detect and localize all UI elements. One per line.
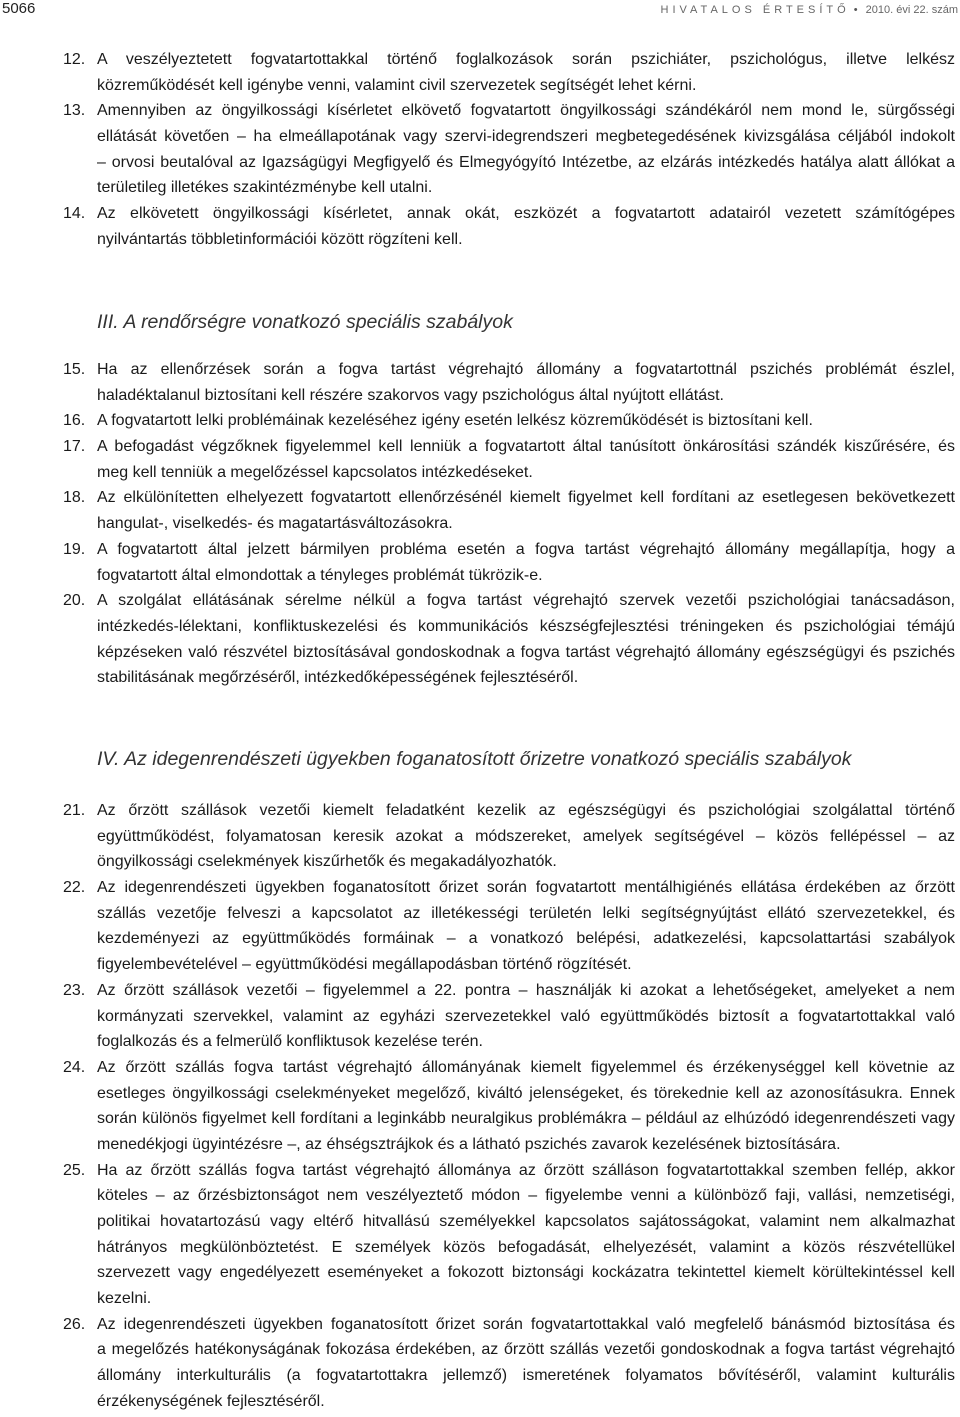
point-text-line: intézkedés-lélektani, konfliktuskezelési és kommunikációs készségfejlesztési tréningeken és pszichológiai témájú	[97, 617, 955, 635]
point-text-line: menedékjogi ügyintézésre –, az éhségsztrájkok és a látható pszichés zavarok kezelésének biztosítására.	[97, 1135, 841, 1153]
point-26	[0, 1312, 960, 1415]
point-text-line: Ha az őrzött szállás fogva tartást végrehajtó állománya az őrzött szálláson fogvatartottakkal szemben fellép, akkor	[97, 1161, 955, 1179]
point-number: 19.	[63, 540, 86, 558]
point-number: 17.	[63, 438, 86, 456]
point-21	[0, 798, 960, 875]
point-text-line: – orvosi beutalóval az Igazságügyi Megfigyelő és Elmegyógyító Intézetbe, az elzárás intézkedés hatálya alatt állókat a	[97, 153, 955, 171]
point-text-line: során különös figyelmet kell fordítani a leginkább neuralgikus problémákra – például az elhúzódó idegenrendészeti vagy	[97, 1110, 955, 1128]
point-number: 15.	[63, 361, 86, 378]
section-heading: III. A rendőrségre vonatkozó speciális szabályok	[97, 311, 513, 333]
point-text-line: érzékenységének fejlesztéséről.	[97, 1392, 325, 1410]
point-number: 23.	[63, 981, 86, 999]
point-text-line: A veszélyeztetett fogvatartottakkal történő foglalkozások során pszichiáter, pszichológus, illetve lelkész	[97, 51, 955, 68]
point-22	[0, 875, 960, 978]
point-15	[0, 357, 960, 408]
point-text-line: Az idegenrendészeti ügyekben foganatosított őrizet során fogvatartottakkal való megfelelő bánásmód biztosítása és	[97, 1315, 955, 1333]
point-text-line: hangulat-, viselkedés- és magatartásváltozásokra.	[97, 515, 453, 533]
point-text-line: együttműködést, folyamatosan keresik azokat a módszereket, amelyek segítségével – közös fellépéssel – az	[97, 827, 955, 845]
point-text-line: A szolgálat ellátásának sérelme nélkül a fogva tartást végrehajtó szervek vezetői pszichológiai tanácsadáson,	[97, 592, 955, 610]
point-text-line: haladéktalanul biztosítani kell részére szakorvos vagy pszichológus által nyújtott ellátást.	[97, 386, 724, 404]
point-20	[0, 588, 960, 691]
point-text-line: közreműködését kell igénybe venni, valamint civil szervezetek segítségét lehet kérni.	[97, 76, 697, 94]
point-number: 13.	[63, 102, 86, 120]
point-text-line: a megelőzés hatékonyságának fokozása érdekében, az őrzött szállás vezetői gondoskodnak a fogva tartást végrehajtó	[97, 1341, 955, 1359]
section-points	[0, 798, 960, 1415]
point-number: 24.	[63, 1058, 86, 1076]
point-number: 16.	[63, 412, 86, 430]
point-text-line: nyilvántartás többletinformációi között rögzíteni kell.	[97, 230, 463, 248]
point-text-line: Az őrzött szállások vezetői – figyelemmel a 22. pontra – használják ki azokat a lehetőségeket, amelyeket a nem	[97, 981, 955, 999]
point-text-line: állomány interkulturális (a fogvatartottakra jellemző) ismeretének folyamatos bővítéséről, valamint kulturális	[97, 1367, 955, 1385]
point-text-line: fogvatartott által elmondottak a tényleges problémát tükrözik-e.	[97, 566, 543, 584]
point-text-line: politikai hovatartozású vagy eltérő hitvallású személyekkel kapcsolatos sajátosságokat, valamint nem alkalmazhat	[97, 1213, 955, 1230]
point-19	[0, 537, 960, 588]
point-text-line: területileg illetékes szakintézménybe kell utalni.	[97, 179, 433, 197]
point-text-line: Az elkövetett öngyilkossági kísérletet, annak okát, eszközét a fogvatartott adatairól vezetett számítógépes	[97, 205, 955, 223]
point-17	[0, 434, 960, 485]
preceding-points	[0, 47, 960, 253]
point-number: 18.	[63, 489, 86, 507]
point-number: 26.	[63, 1315, 86, 1333]
point-text-line: Az idegenrendészeti ügyekben foganatosított őrizet során fogvatartott mentálhigiénés ellátása érdekében az őrzött	[97, 879, 955, 897]
point-text-line: Ha az ellenőrzések során a fogva tartást végrehajtó állomány a fogvatartottnál pszichés problémát észlel,	[97, 361, 955, 378]
point-text-line: stabilitásának megőrzéséről, intézkedőképességének fejlesztéséről.	[97, 669, 579, 687]
publication-title: HIVATALOS ÉRTESÍTŐ	[660, 4, 850, 16]
point-number: 25.	[63, 1161, 86, 1179]
point-text-line: Az őrzött szállások vezetői kiemelt feladatként kezelik az egészségügyi és pszichológiai szolgálattal történő	[97, 802, 955, 819]
point-text-line: Az őrzött szállás fogva tartást végrehajtó állományának kiemelt figyelemmel és érzékenységgel kell követnie az	[97, 1058, 955, 1076]
point-number: 20.	[63, 592, 86, 610]
point-23	[0, 978, 960, 1055]
point-number: 22.	[63, 879, 86, 897]
point-text-line: meg kell tenniük a megelőzéssel kapcsolatos intézkedéseket.	[97, 463, 533, 481]
point-18	[0, 485, 960, 536]
point-text-line: foglalkozás és a felmerülő konfliktusok kezelése terén.	[97, 1033, 483, 1051]
point-text-line: A fogvatartott által jelzett bármilyen probléma esetén a fogva tartást végrehajtó állomány megállapítja, hogy a	[97, 540, 955, 558]
section-points	[0, 357, 960, 691]
point-text-line: A befogadást végzőknek figyelemmel kell lenniük a fogvatartott által tanúsított önkárosítási szándék kiszűrésére, és	[97, 438, 955, 456]
point-text-line: hátrányos megkülönböztetést. E személyek közös befogadását, elhelyezését, valamint a közös részvétellükel	[97, 1238, 955, 1256]
point-14	[0, 201, 960, 252]
point-text-line: figyelembevételével – együttműködési megállapodásban történő rögzítését.	[97, 956, 632, 974]
point-text-line: szervezett vagy engedélyezett eseményeket a fokozott biztonsági kockázatra tekintettel kiemelt körültekintéssel kell	[97, 1264, 955, 1282]
page-number: 5066	[2, 0, 36, 17]
point-text-line: képzéseken való részvétel biztosításával gondoskodnak a fogva tartást végrehajtó állomány egészségügyi és pszichés	[97, 643, 955, 661]
point-24	[0, 1055, 960, 1158]
point-text-line: kormányzati szervekkel, valamint az egyházi szervezetekkel való együttműködés biztosít a fogvatartottakkal való	[97, 1007, 955, 1025]
point-text-line: kezelni.	[97, 1290, 152, 1308]
point-13	[0, 98, 960, 201]
header-separator: •	[853, 4, 858, 16]
point-number: 21.	[63, 802, 86, 819]
point-text-line: A fogvatartott lelki problémáinak kezeléséhez igény esetén lelkész közreműködését is biztosítani kell.	[97, 412, 813, 430]
point-text-line: esetleges öngyilkossági cselekményeket megelőző, kiváltó jelenségeket, és törekednie kell az azonosításukra. Ennek	[97, 1084, 955, 1102]
point-16	[0, 408, 960, 434]
point-text-line: kezdeményezi az együttműködés formáinak – a vonatkozó belépési, adatkezelési, kapcsolattartási szabályok	[97, 930, 955, 948]
point-number: 12.	[63, 51, 86, 68]
point-12	[0, 47, 960, 98]
point-text-line: köteles – az őrzésbiztonságot nem veszélyeztető módon – figyelembe venni a különböző faji, vallási, nemzetiségi,	[97, 1187, 955, 1205]
point-text-line: ellátását követően – ha elmeállapotának vagy szervi-idegrendszeri megbetegedésének kivizsgálása céljából indokolt	[97, 128, 955, 146]
point-text-line: szállás vezetője felveszi a kapcsolatot az illetékességi területén lelki segítségnyújtást ellátó szervezetekkel, és	[97, 904, 955, 922]
issue-label: 2010. évi 22. szám	[865, 4, 958, 16]
point-text-line: Amennyiben az öngyilkossági kísérletet elkövető fogvatartott öngyilkossági szándékáról nem mond le, sürgősségi	[97, 102, 955, 120]
point-text-line: Az elkülönítetten elhelyezett fogvatartott ellenőrzésénél kiemelt figyelmet kell fordítani az esetlegesen bekövetkezett	[97, 489, 955, 507]
point-text-line: öngyilkossági cselekmények kiszűrhetők és megakadályozhatók.	[97, 853, 557, 871]
section-heading: IV. Az idegenrendészeti ügyekben foganatosított őrizetre vonatkozó speciális szabályok	[97, 748, 852, 770]
point-number: 14.	[63, 205, 86, 223]
point-25	[0, 1158, 960, 1312]
running-header	[661, 3, 958, 17]
